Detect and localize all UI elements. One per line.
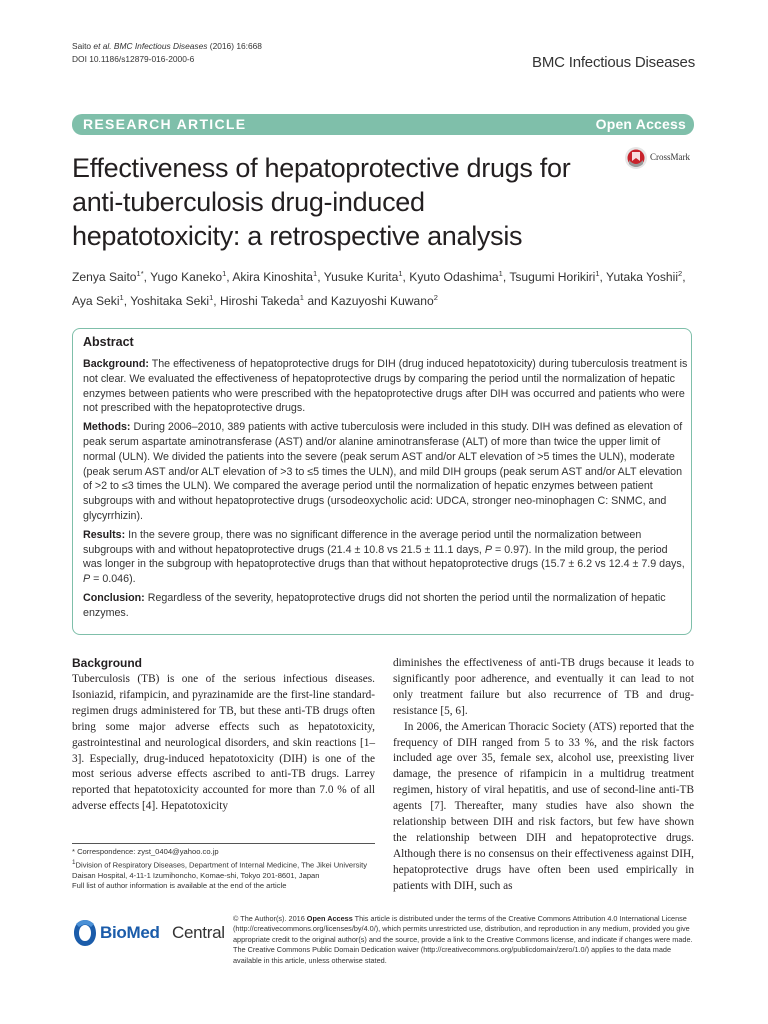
author-conjunction: and bbox=[303, 293, 331, 308]
footnote-divider bbox=[72, 843, 375, 844]
license-statement bbox=[233, 914, 695, 966]
central-text: Central bbox=[172, 923, 225, 942]
author-affiliation: 1 bbox=[398, 269, 403, 278]
title-line: anti-tuberculosis drug-induced bbox=[72, 187, 425, 217]
open-access-text: Open Access bbox=[306, 914, 353, 923]
body-paragraph: Tuberculosis (TB) is one of the serious infectious diseases. Isoniazid, rifampicin, and pyrazinamide are the first-line standard-regimen drugs administered for TB, but these anti-TB drugs often bring some major adverse effects such as hepatotoxicity, gastrointestinal and neurological disorders, and skin reactions [1–3]. Especially, drug-induced hepatotoxicity (DIH) is one of the most serious adverse effects ascribed to anti-TB drugs. Larrey reported that hepatotoxicity accounted for more than 7.0 % of all adverse effects [4]. Hepatotoxicity bbox=[72, 673, 375, 813]
article-type-banner bbox=[72, 114, 694, 135]
open-access-label: Open Access bbox=[595, 116, 686, 132]
abstract-conclusion bbox=[83, 591, 688, 621]
body-paragraph: diminishes the effectiveness of anti-TB drugs because it leads to significantly poor adherence, and eventually it can lead to not only treatment failure but also recurrence of TB and drug-resistance [5, 6]. bbox=[393, 657, 694, 717]
author[interactable] bbox=[324, 270, 403, 284]
results-text: = 0.97). In the mild group, the period was longer in the subgroup with hepatoprotective drugs than that without hepatoprotective drugs (15.7 ± 6.2 vs 12.4 ± 7.9 days, bbox=[83, 543, 685, 571]
author-name: Zenya Saito bbox=[72, 270, 137, 285]
author[interactable] bbox=[409, 270, 503, 284]
abstract-background bbox=[83, 357, 688, 416]
copyright-text: © The Author(s). 2016 bbox=[233, 914, 307, 923]
author[interactable] bbox=[331, 294, 438, 308]
author[interactable] bbox=[72, 270, 144, 284]
left-column bbox=[72, 672, 375, 815]
author-name: Aya Seki bbox=[72, 293, 120, 308]
affiliation-mark: 1 bbox=[72, 858, 76, 866]
author-name: Yusuke Kurita bbox=[323, 270, 399, 285]
author-name: Kyuto Odashima bbox=[409, 270, 499, 285]
results-label: Results: bbox=[83, 528, 126, 541]
biomed-central-logo bbox=[72, 916, 225, 950]
biomed-central-icon bbox=[72, 918, 98, 948]
author-name: Hiroshi Takeda bbox=[220, 293, 300, 308]
abstract-body bbox=[83, 357, 688, 625]
citation-line bbox=[72, 40, 262, 53]
conclusion-text: Regardless of the severity, hepatoprotective drugs did not shorten the period until the normalization of hepatic enzymes. bbox=[83, 591, 666, 619]
conclusion-label: Conclusion: bbox=[83, 591, 145, 604]
abstract-results bbox=[83, 528, 688, 587]
author[interactable] bbox=[130, 294, 213, 308]
citation-volume: (2016) 16:668 bbox=[207, 41, 262, 51]
author-name: Yutaka Yoshii bbox=[606, 270, 679, 285]
author[interactable] bbox=[232, 270, 317, 284]
doi[interactable]: DOI 10.1186/s12879-016-2000-6 bbox=[72, 53, 195, 64]
author-affiliation: 1 bbox=[313, 269, 318, 278]
title-line: hepatotoxicity: a retrospective analysis bbox=[72, 221, 523, 251]
p-value-symbol: P bbox=[83, 573, 91, 586]
correspondence: * Correspondence: zyst_0404@yahoo.co.jp bbox=[72, 847, 219, 856]
results-text: In the severe group, there was no significant difference in the average period until the normalization between subgroups with and without hepatoprotective drugs (21.4 ± 10.8 vs 21.5 ± 11.1 days, bbox=[83, 528, 642, 556]
author[interactable] bbox=[509, 270, 599, 284]
biomed-text: BioMed bbox=[100, 923, 160, 942]
author-name: Kazuyoshi Kuwano bbox=[330, 293, 434, 308]
citation-journal: et al. BMC Infectious Diseases bbox=[93, 41, 208, 51]
author[interactable] bbox=[72, 294, 124, 308]
section-heading-background: Background bbox=[72, 656, 143, 670]
author-affiliation: 1 bbox=[299, 292, 304, 302]
citation-authors: Saito bbox=[72, 41, 94, 51]
author-affiliation: 1 bbox=[222, 269, 227, 278]
author-name: Akira Kinoshita bbox=[232, 270, 314, 285]
footnote bbox=[72, 847, 380, 892]
results-text: = 0.046). bbox=[90, 573, 136, 586]
right-column bbox=[393, 656, 694, 895]
license-text: This article is distributed under the terms of the Creative Commons Attribution 4.0 International License (http://creativecommons.org/licenses/by/4.0/), which permits unrestricted use, distribution, and reproduction in any medium, provided you give appropriate credit to the original author(s) and the source, provide a link to the Creative Commons license, and indicate if changes were made. The Creative Commons Public Domain Dedication waiver (http://creativecommons.org/publicdomain/zero/1.0/) applies to the data made available in this article, unless otherwise stated. bbox=[233, 914, 693, 965]
author-affiliation: 2 bbox=[678, 269, 683, 278]
methods-text: During 2006–2010, 389 patients with active tuberculosis were included in this study. DIH was defined as elevation of peak serum aspartate aminotransferase (AST) and/or alanine aminotransferase (ALT) of more than twice the upper limit of normal (ULN). We divided the patients into the severe (peak serum AST and/or ALT elevation of >5 times the ULN), moderate (peak serum AST and/or ALT elevation of >3 to ≤5 times the ULN), and mild DIH groups (peak serum AST and/or ALT elevation of >2 to ≤3 times the ULN). We compared the average period until the normalization of hepatic enzymes between patient subgroups with and without hepatoprotective drugs (ursodeoxycholic acid: UDCA, stronger neo-minophagen C: SNMC, and glycyrrhizin). bbox=[83, 421, 683, 522]
affiliation bbox=[72, 858, 380, 882]
author-affiliation: 1 bbox=[595, 269, 600, 278]
title-line: Effectiveness of hepatoprotective drugs for bbox=[72, 153, 571, 183]
author-affiliation: 1 bbox=[209, 292, 214, 302]
citation-header bbox=[72, 40, 262, 65]
p-value-symbol: P bbox=[484, 543, 493, 556]
background-label: Background: bbox=[83, 358, 149, 370]
author-name: Yugo Kaneko bbox=[150, 270, 223, 285]
crossmark-label: CrossMark bbox=[650, 152, 690, 162]
author-name: Tsugumi Horikiri bbox=[509, 270, 596, 285]
author-name: Yoshitaka Seki bbox=[130, 293, 210, 308]
author[interactable] bbox=[220, 294, 304, 308]
affiliation-text: Division of Respiratory Diseases, Department of Internal Medicine, The Jikei University Daisan Hospital, 4-11-1 Izumihoncho, Komae-shi, Tokyo 201-8601, Japan bbox=[72, 860, 368, 880]
background-text: The effectiveness of hepatoprotective drugs for DIH (drug induced hepatotoxicity) during tuberculosis treatment is not clear. We evaluated the effectiveness of hepatoprotective drugs by comparing the period until the normalization of hepatic enzymes between patients who were prescribed with the hepatoprotective drugs after DIH was occurred and patients who were not prescribed with the hepatoprotective drugs. bbox=[83, 358, 688, 415]
abstract-heading: Abstract bbox=[83, 335, 134, 349]
author-list: Zenya Saito$^{1*}$, Yugo Kaneko$^1$, Akira Kinoshita$^1$, Yusuke Kurita$^1$, Kyuto Odashima$^1$, Tsugumi Horikiri$^1$, Yutaka Yoshii$^2$, Aya Seki$^1$, Yoshitaka Seki$^1$, Hiroshi Takeda$^1$ and Kazuyoshi Kuwano$^2$ bbox=[72, 269, 686, 308]
crossmark-icon bbox=[624, 146, 648, 170]
body-paragraph: In 2006, the American Thoracic Society (ATS) reported that the frequency of DIH ranged from 5 to 33 %, and the risk factors included age over 35, female sex, alcohol use, preexisting liver damage, the presence of rifampicin in a multidrug treatment regimen, history of viral hepatitis, and use of second-line anti-TB agents [7]. Thereafter, many studies have also shown the relationship between DIH and risk factors, but few have shown the relationship between DIH and hepatoprotective drugs. Although there is no consensus on their effectiveness against DIH, hepatoprotective drugs have often been used empirically in patients with DIH, such as bbox=[393, 720, 694, 892]
research-article-label: RESEARCH ARTICLE bbox=[83, 116, 247, 132]
author-affiliation: 1 bbox=[119, 292, 124, 302]
author[interactable] bbox=[150, 270, 226, 284]
abstract-box bbox=[72, 328, 692, 635]
author-affiliation: 2 bbox=[433, 292, 438, 302]
author[interactable] bbox=[606, 270, 682, 284]
crossmark-badge[interactable] bbox=[624, 146, 712, 170]
methods-label: Methods: bbox=[83, 421, 131, 434]
abstract-methods bbox=[83, 420, 688, 524]
author-affiliation: 1 bbox=[498, 269, 503, 278]
author-affiliation: 1* bbox=[136, 269, 144, 278]
journal-name: BMC Infectious Diseases bbox=[532, 54, 695, 71]
article-title bbox=[72, 151, 632, 253]
full-list-note: Full list of author information is available at the end of the article bbox=[72, 881, 287, 891]
